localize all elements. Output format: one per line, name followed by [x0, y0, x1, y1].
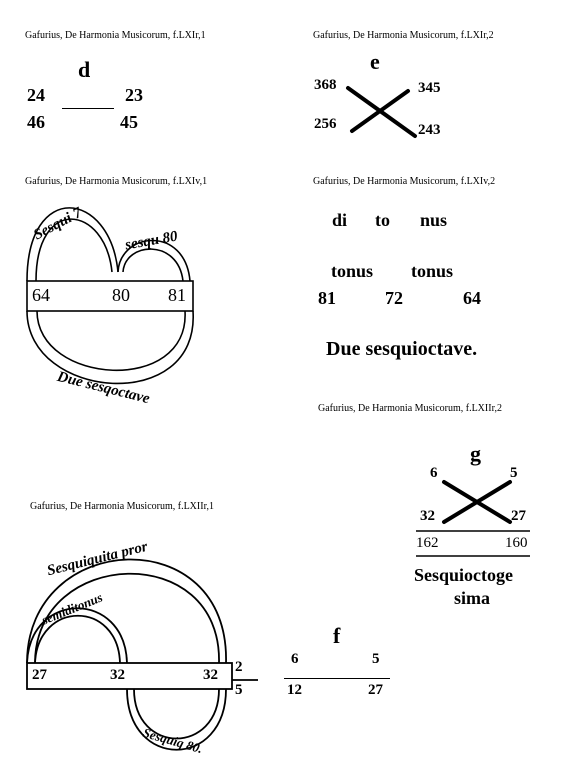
- arc-label-right: sesqu 80: [123, 228, 179, 254]
- divider-f: [284, 678, 390, 679]
- arc-label-left: Sesqui 7: [31, 204, 85, 244]
- value-27: 27: [511, 508, 526, 524]
- word-di: di: [332, 210, 348, 230]
- fraction-bottom: 5: [235, 682, 243, 698]
- value-256: 256: [314, 116, 337, 132]
- value-243: 243: [418, 122, 441, 138]
- arc-label-bottom-b: Sesquiq 80.: [141, 724, 205, 757]
- value-5-b: 5: [372, 651, 380, 667]
- caption-sesquioctoge: Sesquioctoge: [414, 565, 513, 585]
- value-23: 23: [125, 85, 143, 105]
- value-368: 368: [314, 77, 337, 93]
- value-345: 345: [418, 80, 441, 96]
- value-32: 32: [420, 508, 435, 524]
- value-72: 72: [385, 288, 403, 308]
- divider-d: [62, 108, 114, 109]
- arcs-lxiir1: [27, 559, 258, 749]
- word-tonus-1: tonus: [331, 261, 374, 281]
- value-162: 162: [416, 535, 439, 551]
- caption-lxiv1: Gafurius, De Harmonia Musicorum, f.LXIv,1: [25, 176, 208, 187]
- fraction-top: 2: [235, 659, 243, 675]
- value-64: 64: [32, 285, 50, 305]
- caption-lxiir1: Gafurius, De Harmonia Musicorum, f.LXIIr,1: [30, 501, 214, 512]
- caption-lxir1: Gafurius, De Harmonia Musicorum, f.LXIr,1: [25, 30, 206, 41]
- caption-lxiir2: Gafurius, De Harmonia Musicorum, f.LXIIr,2: [318, 403, 502, 414]
- value-32-b: 32: [110, 667, 125, 683]
- value-81: 81: [168, 285, 186, 305]
- value-6: 6: [430, 465, 438, 481]
- arc-label-outer: Sesquiquita pror: [45, 538, 150, 580]
- value-27-c: 27: [368, 682, 383, 698]
- value-81-b: 81: [318, 288, 336, 308]
- letter-d: d: [78, 57, 91, 82]
- word-tonus-2: tonus: [411, 261, 454, 281]
- value-32-c: 32: [203, 667, 218, 683]
- word-nus: nus: [420, 210, 448, 230]
- value-5: 5: [510, 465, 518, 481]
- arc-label-bottom: Due sesqoctave: [55, 368, 152, 408]
- letter-f: f: [333, 623, 341, 648]
- caption-lxiv2: Gafurius, De Harmonia Musicorum, f.LXIv,2: [313, 176, 496, 187]
- letter-g: g: [470, 441, 481, 466]
- value-80: 80: [112, 285, 130, 305]
- value-64-b: 64: [463, 288, 481, 308]
- caption-lxir2: Gafurius, De Harmonia Musicorum, f.LXIr,2: [313, 30, 494, 41]
- letter-e: e: [370, 49, 380, 74]
- word-to: to: [375, 210, 390, 230]
- value-12: 12: [287, 682, 302, 698]
- caption-due-sesquioctave: Due sesquioctave.: [326, 338, 478, 360]
- value-45: 45: [120, 112, 138, 132]
- caption-sima: sima: [454, 588, 490, 608]
- value-160: 160: [505, 535, 528, 551]
- arc-label-inner: semiditonus: [39, 589, 105, 628]
- value-24: 24: [27, 85, 45, 105]
- value-27-b: 27: [32, 667, 47, 683]
- value-46: 46: [27, 112, 45, 132]
- value-6-b: 6: [291, 651, 299, 667]
- cross-lines-e: [348, 88, 415, 136]
- cross-lines-g: [444, 482, 510, 522]
